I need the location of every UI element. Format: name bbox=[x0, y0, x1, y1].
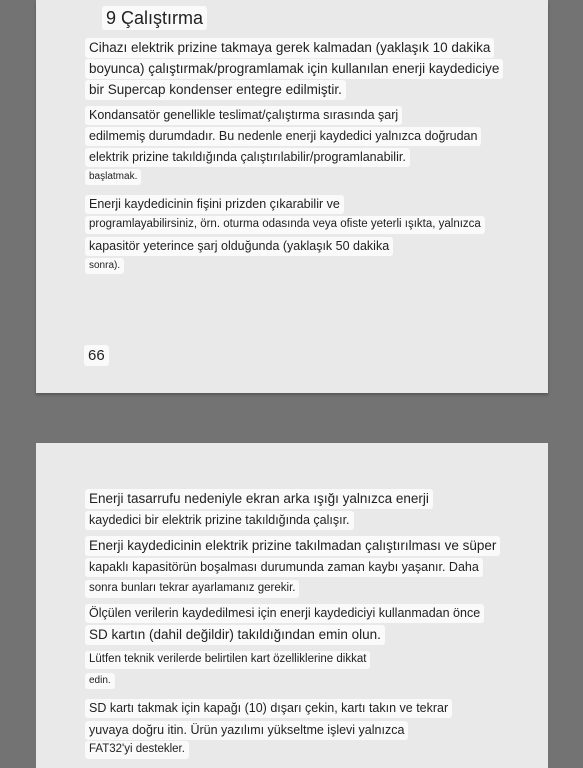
paragraph-line: Kondansatör genellikle teslimat/çalıştırma sırasında şarj bbox=[85, 106, 402, 125]
manual-page-67 bbox=[36, 443, 548, 768]
paragraph-line: Lütfen teknik verilerde belirtilen kart özelliklerine dikkat bbox=[85, 651, 370, 669]
paragraph-line: sonra bunları tekrar ayarlamanız gerekir. bbox=[85, 580, 299, 598]
paragraph-line: FAT32'yi destekler. bbox=[85, 741, 189, 759]
paragraph-line: Enerji tasarrufu nedeniyle ekran arka ışığı yalnızca enerji bbox=[85, 489, 433, 509]
manual-page-66 bbox=[36, 0, 548, 393]
paragraph-line: bir Supercap kondenser entegre edilmiştir. bbox=[85, 80, 346, 100]
paragraph-line: edin. bbox=[85, 673, 115, 689]
paragraph-line: yuvaya doğru itin. Ürün yazılımı yükseltme işlevi yalnızca bbox=[85, 721, 408, 740]
section-title: 9 Çalıştırma bbox=[102, 6, 207, 30]
paragraph-line: edilmemiş durumdadır. Bu nedenle enerji kaydedici yalnızca doğrudan bbox=[85, 127, 481, 146]
paragraph-line: kapasitör yeterince şarj olduğunda (yaklaşık 50 dakika bbox=[85, 237, 393, 256]
paragraph-line: kapaklı kapasitörün boşalması durumunda zaman kaybı yaşanır. Daha bbox=[85, 558, 483, 577]
paragraph-line: kaydedici bir elektrik prizine takıldığında çalışır. bbox=[85, 511, 354, 530]
paragraph-line: SD kartın (dahil değildir) takıldığından emin olun. bbox=[85, 625, 385, 645]
paragraph-line: başlatmak. bbox=[85, 169, 141, 185]
paragraph-line: Ölçülen verilerin kaydedilmesi için enerji kaydediciyi kullanmadan önce bbox=[85, 604, 484, 623]
paragraph-line: Cihazı elektrik prizine takmaya gerek kalmadan (yaklaşık 10 dakika bbox=[85, 38, 494, 58]
page-number: 66 bbox=[84, 345, 109, 366]
paragraph-line: sonra). bbox=[85, 258, 124, 274]
paragraph-line: elektrik prizine takıldığında çalıştırılabilir/programlanabilir. bbox=[85, 148, 410, 167]
paragraph-line: boyunca) çalıştırmak/programlamak için kullanılan enerji kaydediciye bbox=[85, 59, 503, 79]
paragraph-line: Enerji kaydedicinin elektrik prizine takılmadan çalıştırılması ve süper bbox=[85, 536, 500, 556]
paragraph-line: SD kartı takmak için kapağı (10) dışarı çekin, kartı takın ve tekrar bbox=[85, 699, 452, 718]
paragraph-line: programlayabilirsiniz, örn. oturma odasında veya ofiste yeterli ışıkta, yalnızca bbox=[85, 216, 485, 234]
paragraph-line: Enerji kaydedicinin fişini prizden çıkarabilir ve bbox=[85, 195, 344, 214]
